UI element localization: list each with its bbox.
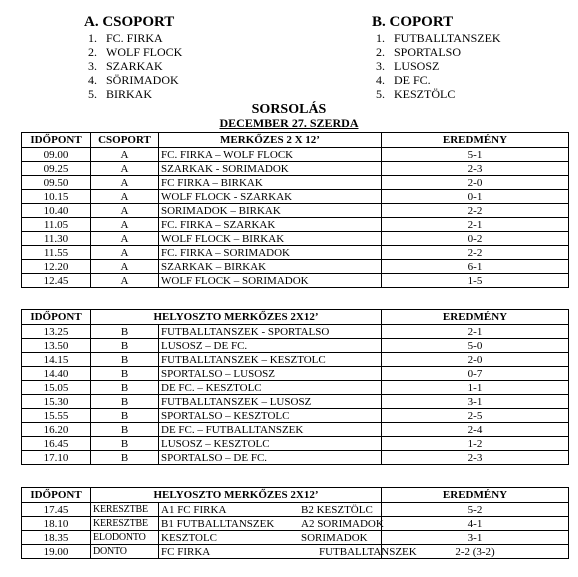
time-cell: 12.20 [22, 260, 91, 274]
col-header-result: EREDMÉNY [382, 310, 569, 325]
match-cell: LUSOSZ – KESZTOLC [159, 437, 382, 451]
result-cell: 0-7 [382, 367, 569, 381]
group-a-schedule-table [21, 132, 569, 288]
group-cell: B [91, 339, 159, 353]
match-cell [159, 531, 382, 545]
schedule-date: DECEMBER 27. SZERDA [219, 116, 359, 130]
table-row [22, 367, 569, 381]
result-cell: 5-2 [382, 503, 569, 517]
group-a-team: 3. SZARKAK [88, 59, 163, 73]
schedule-title: SORSOLÁS [251, 102, 327, 117]
table-row [22, 339, 569, 353]
table-row [22, 503, 569, 517]
group-b-team: 4. DE FC. [376, 73, 431, 87]
time-cell: 18.10 [22, 517, 91, 531]
result-cell: 1-5 [382, 274, 569, 288]
table-row [22, 353, 569, 367]
match-cell: FC. FIRKA – WOLF FLOCK [159, 148, 382, 162]
group-a-team: 4. SÖRIMADOK [88, 73, 179, 87]
time-cell: 14.40 [22, 367, 91, 381]
group-cell: A [91, 274, 159, 288]
group-cell: B [91, 409, 159, 423]
groups-section [0, 14, 578, 104]
group-cell: A [91, 190, 159, 204]
result-cell: 0-1 [382, 190, 569, 204]
table-row [22, 325, 569, 339]
group-cell: B [91, 437, 159, 451]
round-cell: KERESZTBE [91, 503, 159, 517]
result-cell: 2-3 [382, 162, 569, 176]
result-cell: 2-4 [382, 423, 569, 437]
table-row [22, 531, 569, 545]
group-cell: A [91, 260, 159, 274]
table-row [22, 260, 569, 274]
time-cell: 13.50 [22, 339, 91, 353]
time-cell: 19.00 [22, 545, 91, 559]
table-row [22, 218, 569, 232]
match-cell [159, 517, 382, 531]
match-cell: FC FIRKA – BIRKAK [159, 176, 382, 190]
group-cell: A [91, 232, 159, 246]
time-cell: 11.05 [22, 218, 91, 232]
match-cell: DE FC. – KESZTOLC [159, 381, 382, 395]
time-cell: 12.45 [22, 274, 91, 288]
result-cell: 2-2 [382, 246, 569, 260]
match-cell: SZARKAK – BIRKAK [159, 260, 382, 274]
match-cell: WOLF FLOCK – BIRKAK [159, 232, 382, 246]
table-row [22, 545, 569, 559]
group-cell: B [91, 353, 159, 367]
table-row [22, 409, 569, 423]
match-cell: WOLF FLOCK – SORIMADOK [159, 274, 382, 288]
col-header-time: IDŐPONT [22, 488, 91, 503]
col-header-result: EREDMÉNY [382, 488, 569, 503]
table-row [22, 381, 569, 395]
col-header-match: MERKŐZES 2 X 12’ [159, 133, 382, 148]
time-cell: 10.15 [22, 190, 91, 204]
time-cell: 17.45 [22, 503, 91, 517]
result-cell: 2-2 (3-2) [382, 545, 569, 559]
group-cell: A [91, 176, 159, 190]
group-cell: B [91, 381, 159, 395]
match-cell: FUTBALLTANSZEK - SPORTALSO [159, 325, 382, 339]
table-row [22, 437, 569, 451]
round-cell: ELODONTO [91, 531, 159, 545]
table-row [22, 190, 569, 204]
time-cell: 11.55 [22, 246, 91, 260]
group-b-team: 2. SPORTALSO [376, 45, 462, 59]
group-cell: B [91, 367, 159, 381]
time-cell: 13.25 [22, 325, 91, 339]
group-cell: B [91, 423, 159, 437]
result-cell: 2-5 [382, 409, 569, 423]
table-row [22, 176, 569, 190]
round-cell: DONTO [91, 545, 159, 559]
result-cell: 2-3 [382, 451, 569, 465]
table-row [22, 246, 569, 260]
table-row [22, 162, 569, 176]
time-cell: 15.05 [22, 381, 91, 395]
group-a-team-list [84, 31, 182, 101]
group-cell: B [91, 395, 159, 409]
result-cell: 3-1 [382, 395, 569, 409]
time-cell: 18.35 [22, 531, 91, 545]
result-cell: 5-0 [382, 339, 569, 353]
time-cell: 09.00 [22, 148, 91, 162]
round-cell: KERESZTBE [91, 517, 159, 531]
col-header-result: EREDMÉNY [382, 133, 569, 148]
group-b-team: 3. LUSOSZ [376, 59, 440, 73]
group-b-team: 1. FUTBALLTANSZEK [376, 31, 501, 45]
group-cell: A [91, 204, 159, 218]
placement-schedule-table [21, 487, 569, 559]
col-header-match: HELYOSZTO MERKŐZES 2X12’ [91, 488, 382, 503]
col-header-match: HELYOSZTO MERKŐZES 2X12’ [91, 310, 382, 325]
group-b-team: 5. KESZTÖLC [376, 87, 456, 101]
group-cell: B [91, 325, 159, 339]
match-cell: SPORTALSO – DE FC. [159, 451, 382, 465]
result-cell: 2-0 [382, 176, 569, 190]
result-cell: 2-1 [382, 218, 569, 232]
group-cell: A [91, 218, 159, 232]
group-b [372, 14, 501, 101]
away-team: FUTBALLTANSZEK [319, 545, 417, 558]
result-cell: 1-1 [382, 381, 569, 395]
table-row [22, 148, 569, 162]
group-a [84, 14, 182, 101]
match-cell: LUSOSZ – DE FC. [159, 339, 382, 353]
group-a-team: 5. BIRKAK [88, 87, 153, 101]
table-row [22, 395, 569, 409]
match-cell [159, 545, 417, 559]
group-cell: A [91, 246, 159, 260]
time-cell: 17.10 [22, 451, 91, 465]
table-header-row [22, 133, 569, 148]
result-cell: 1-2 [382, 437, 569, 451]
result-cell: 6-1 [382, 260, 569, 274]
table-row [22, 274, 569, 288]
group-cell: A [91, 148, 159, 162]
table-row [22, 423, 569, 437]
match-cell: WOLF FLOCK - SZARKAK [159, 190, 382, 204]
away-team: B2 KESZTÖLC [301, 503, 373, 516]
col-header-group: CSOPORT [91, 133, 159, 148]
table-header-row [22, 310, 569, 325]
home-team: KESZTOLC [161, 531, 218, 544]
group-b-title: B. COPORT [372, 14, 454, 30]
col-header-time: IDŐPONT [22, 310, 91, 325]
match-cell: FUTBALLTANSZEK – LUSOSZ [159, 395, 382, 409]
table-header-row [22, 488, 569, 503]
home-team: FC FIRKA [161, 545, 211, 558]
time-cell: 15.55 [22, 409, 91, 423]
home-team: B1 FUTBALLTANSZEK [161, 517, 275, 530]
result-cell: 2-1 [382, 325, 569, 339]
table-row [22, 451, 569, 465]
result-cell: 4-1 [382, 517, 569, 531]
match-cell [159, 503, 382, 517]
away-team: A2 SORIMADOK [301, 517, 384, 530]
home-team: A1 FC FIRKA [161, 503, 227, 516]
time-cell: 10.40 [22, 204, 91, 218]
group-cell: A [91, 162, 159, 176]
match-cell: SPORTALSO – KESZTOLC [159, 409, 382, 423]
away-team: SORIMADOK [301, 531, 368, 544]
group-cell: B [91, 451, 159, 465]
result-cell: 0-2 [382, 232, 569, 246]
time-cell: 09.25 [22, 162, 91, 176]
table-row [22, 517, 569, 531]
match-cell: DE FC. – FUTBALLTANSZEK [159, 423, 382, 437]
result-cell: 5-1 [382, 148, 569, 162]
col-header-time: IDŐPONT [22, 133, 91, 148]
group-a-team: 1. FC. FIRKA [88, 31, 163, 45]
match-cell: SZARKAK - SORIMADOK [159, 162, 382, 176]
table-row [22, 204, 569, 218]
time-cell: 15.30 [22, 395, 91, 409]
result-cell: 3-1 [382, 531, 569, 545]
schedule-heading [0, 103, 578, 130]
time-cell: 16.45 [22, 437, 91, 451]
group-a-team: 2. WOLF FLOCK [88, 45, 183, 59]
time-cell: 16.20 [22, 423, 91, 437]
group-a-title: A. CSOPORT [84, 14, 175, 30]
table-row [22, 232, 569, 246]
match-cell: SORIMADOK – BIRKAK [159, 204, 382, 218]
time-cell: 09.50 [22, 176, 91, 190]
result-cell: 2-2 [382, 204, 569, 218]
time-cell: 14.15 [22, 353, 91, 367]
match-cell: SPORTALSO – LUSOSZ [159, 367, 382, 381]
result-cell: 2-0 [382, 353, 569, 367]
match-cell: FC. FIRKA – SZARKAK [159, 218, 382, 232]
time-cell: 11.30 [22, 232, 91, 246]
group-b-schedule-table [21, 309, 569, 465]
match-cell: FUTBALLTANSZEK – KESZTOLC [159, 353, 382, 367]
group-b-team-list [372, 31, 501, 101]
match-cell: FC. FIRKA – SORIMADOK [159, 246, 382, 260]
